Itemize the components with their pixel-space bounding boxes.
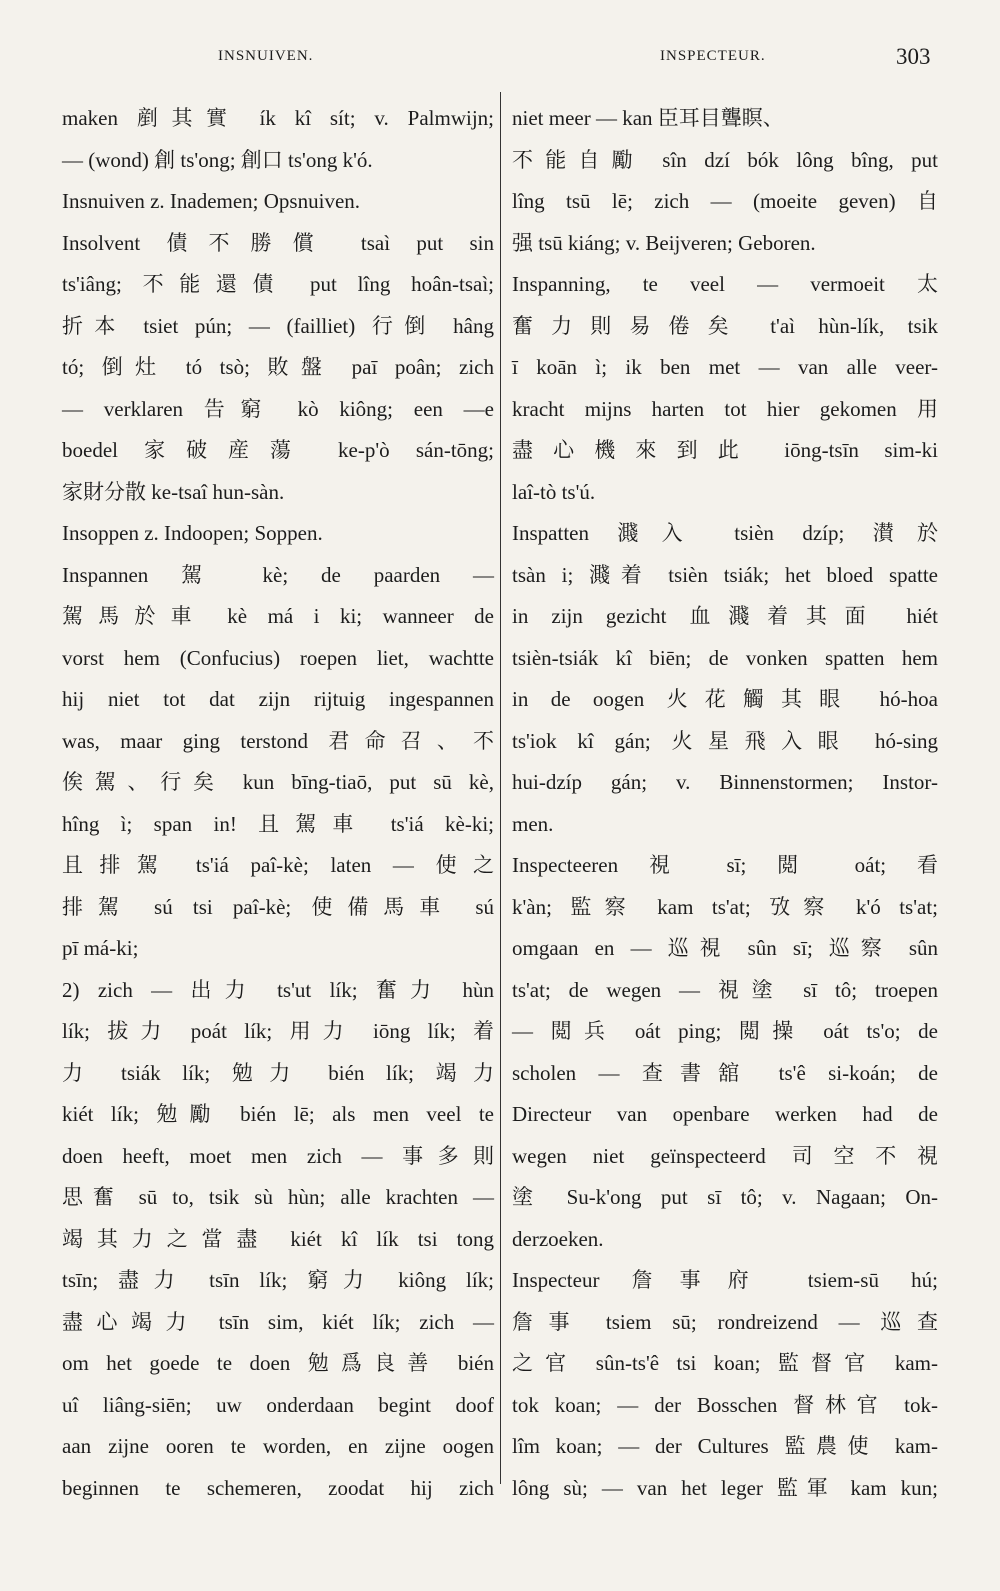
running-head-left: INSNUIVEN. [218,48,314,64]
left-column [62,98,494,1500]
text-line: ts'iok kî gán; 火星飛入眼 hó-sing [512,728,938,753]
text-line: Insolvent 債不勝償 tsaì put sin [62,230,494,255]
text-line: Inspecteur 詹事府 tsiem-sū hú; [512,1268,938,1292]
text-line: 塗 Su-k'ong put sī tô; v. Nagaan; On- [512,1185,938,1209]
text-line: doen heeft, moet men zich — 事多則 [62,1143,494,1168]
text-line: was, maar ging terstond 君命召、不 [62,728,494,753]
text-line: Inspanning, te veel — vermoeit 太 [512,272,938,296]
text-line: lîng tsū lē; zich — (moeite geven) 自 [512,189,938,213]
text-line: 盡心竭力 tsīn sim, kiét lík; zich — [62,1309,494,1334]
text-line: kracht mijns harten tot hier gekomen 用 [512,396,938,421]
text-line: tó; 倒灶 tó tsò; 敗盤 paī poân; zich [62,355,494,379]
text-line: lík; 拔力 poát lík; 用力 iōng lík; 着 [62,1019,494,1043]
text-line: Inspecteeren 視 sī; 閲 oát; 看 [512,853,938,877]
text-line: beginnen te schemeren, zoodat hij zich [62,1475,494,1500]
text-line: 盡心機來到此 iōng-tsīn sim-ki [512,438,938,462]
right-column [512,98,938,1500]
text-line: uî liâng-siēn; uw onderdaan begint doof [62,1392,494,1417]
text-line: hui-dzíp gán; v. Binnenstormen; Instor- [512,770,938,794]
text-line: Inspannen 駕 kè; de paarden — [62,562,494,587]
text-line: ts'iâng; 不能還債 put lîng hoân-tsaì; [62,272,494,296]
text-line: kiét lík; 勉勵 bién lē; als men veel te [62,1102,494,1126]
text-line: 奮力則易倦矣 t'aì hùn-lík, tsik [512,313,938,338]
text-line: 之官 sûn-ts'ê tsi koan; 監督官 kam- [512,1351,938,1375]
text-line: vorst hem (Confucius) roepen liet, wachtte [62,645,494,670]
text-line: tsīn; 盡力 tsīn lík; 窮力 kiông lík; [62,1268,494,1292]
text-line: tsàn i; 濺着 tsièn tsiák; het bloed spatte [512,562,938,587]
text-line: niet meer — kan 臣耳目聾瞑、 [512,106,784,130]
text-line: 詹事 tsiem sū; rondreizend — 巡查 [512,1309,938,1334]
text-line: tok koan; — der Bosschen 督林官 tok- [512,1392,938,1417]
text-line: 俟駕、行矣 kun bīng-tiaō, put sū kè, [62,770,494,794]
text-line: maken 剷其實 ík kî sít; v. Palmwijn; [62,106,494,130]
text-line: 竭其力之當盡 kiét kî lík tsi tong [62,1226,494,1251]
text-line: 家財分散 ke-tsaî hun-sàn. [62,479,285,504]
text-line: 駕馬於車 kè má i ki; wanneer de [62,604,494,628]
column-divider [500,92,501,1484]
running-head-right: INSPECTEUR. [660,48,766,64]
text-line: 不能自勵 sîn dzí bók lông bîng, put [512,147,938,172]
text-line: boedel 家破産蕩 ke-p'ò sán-tōng; [62,438,494,462]
text-line: hij niet tot dat zijn rijtuig ingespannen [62,687,494,711]
text-line: lîm koan; — der Cultures 監農使 kam- [512,1434,938,1458]
text-line: 思奮 sū to, tsik sù hùn; alle krachten — [62,1185,494,1209]
text-line: — (wond) 創 ts'ong; 創口 ts'ong k'ó. [62,147,373,172]
text-line: men. [512,811,554,836]
text-line: 强 tsū kiáng; v. Beijveren; Geboren. [512,230,816,255]
text-line: Insoppen z. Indoopen; Soppen. [62,521,323,545]
text-line: in de oogen 火花觸其眼 hó-hoa [512,687,938,711]
text-line: 力 tsiák lík; 勉力 bién lík; 竭力 [62,1060,494,1085]
text-line: omgaan en — 巡視 sûn sī; 巡察 sûn [512,936,938,960]
text-line: pī má-ki; [62,936,139,960]
text-line: 且排駕 ts'iá paî-kè; laten — 使之 [62,853,494,877]
text-line: — verklaren 告窮 kò kiông; een —e [62,396,494,421]
text-line: tsièn-tsiák kî biēn; de vonken spatten hem [512,645,938,670]
text-line: lông sù; — van het leger 監軍 kam kun; [512,1475,938,1500]
text-line: in zijn gezicht 血濺着其面 hiét [512,604,938,628]
text-line: hîng ì; span in! 且駕車 ts'iá kè-ki; [62,811,494,836]
text-line: 折本 tsiet pún; — (failliet) 行倒 hâng [62,313,494,338]
text-line: 排駕 sú tsi paî-kè; 使備馬車 sú [62,894,494,919]
text-line: wegen niet geïnspecteerd 司空不視 [512,1143,938,1168]
text-line: ts'at; de wegen — 視塗 sī tô; troepen [512,977,938,1002]
text-line: om het goede te doen 勉爲良善 bién [62,1351,494,1375]
text-line: k'àn; 監察 kam ts'at; 攷察 k'ó ts'at; [512,894,938,919]
text-line: aan zijne ooren te worden, en zijne oogen [62,1434,494,1458]
text-line: ī koān ì; ik ben met — van alle veer- [512,355,938,379]
text-line: Inspatten 濺入 tsièn dzíp; 濽於 [512,521,938,545]
text-line: — 閲兵 oát ping; 閲操 oát ts'o; de [512,1019,938,1043]
text-line: 2) zich — 出力 ts'ut lík; 奮力 hùn [62,977,494,1002]
page-number: 303 [896,44,931,69]
text-line: Directeur van openbare werken had de [512,1102,938,1126]
text-line: derzoeken. [512,1226,604,1251]
text-line: laî-tò ts'ú. [512,479,596,504]
text-line: Insnuiven z. Inademen; Opsnuiven. [62,189,361,213]
text-line: scholen — 查書舘 ts'ê si-koán; de [512,1060,938,1085]
